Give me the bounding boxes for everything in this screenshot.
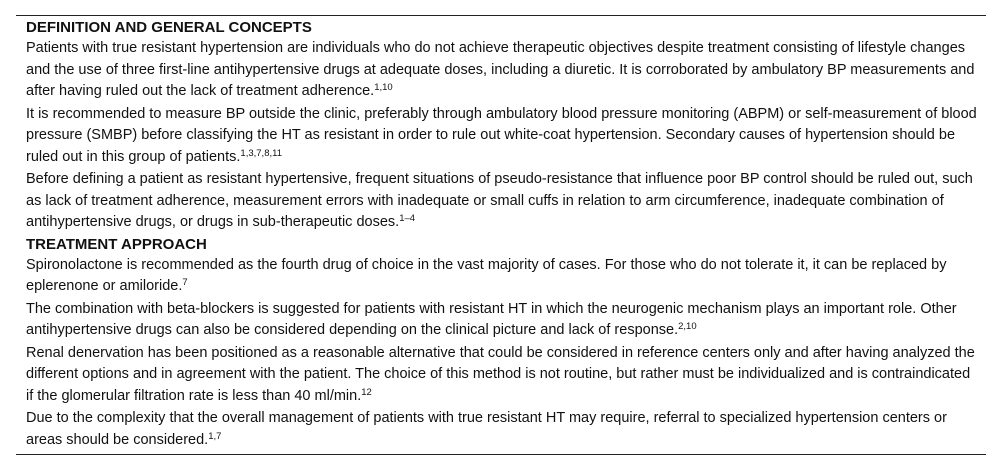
- paragraph: [16, 408, 986, 451]
- reference-superscript: 1,3,7,8,11: [240, 147, 282, 159]
- section-heading-definition: DEFINITION AND GENERAL CONCEPTS: [26, 19, 312, 36]
- paragraph-text: Before defining a patient as resistant hypertensive, frequent situations of pseudo-resistance that influence poor BP control should be ruled out, such as lack of treatment adherence, measurement errors with inadequate or small cuffs in relation to arm circumference, inadequate combination of antihypertensive drugs, or drugs in sub-therapeutic doses.: [26, 171, 973, 230]
- paragraph: [16, 104, 986, 169]
- paragraph: [16, 255, 986, 298]
- reference-superscript: 12: [361, 386, 372, 398]
- paragraph: [16, 299, 986, 342]
- reference-superscript: 1–4: [399, 213, 416, 224]
- summary-table: [16, 15, 986, 455]
- paragraph: [16, 38, 986, 103]
- paragraph-text: Patients with true resistant hypertension are individuals who do not achieve therapeutic objectives despite treatment consisting of lifestyle changes and the use of three first-line antihypertensive drugs at adequate doses, including a diuretic. It is corroborated by ambulatory BP measurements and after having ruled out the lack of treatment adherence.: [26, 40, 975, 99]
- reference-superscript: 7: [182, 277, 188, 288]
- paragraph-text: Due to the complexity that the overall management of patients with true resistant HT may require, referral to specialized hypertension centers or areas should be considered.: [26, 410, 947, 448]
- reference-superscript: 1,10: [374, 82, 393, 93]
- paragraph-text: Spironolactone is recommended as the fourth drug of choice in the vast majority of cases. For those who do not tolerate it, it can be replaced by eplerenone or amiloride.: [26, 256, 947, 294]
- paragraph-text: Renal denervation has been positioned as a reasonable alternative that could be considered in reference centers only and after having analyzed the different options and in agreement with the patient. The choice of this method is not routine, but rather must be individualized and is contraindicated if the glomerular filtration rate is less than 40 ml/min.: [26, 344, 975, 404]
- reference-superscript: 2,10: [678, 321, 697, 332]
- paragraph: [16, 343, 986, 408]
- section-heading-treatment: TREATMENT APPROACH: [26, 235, 207, 253]
- paragraph: [16, 169, 986, 234]
- paragraph-text: The combination with beta-blockers is suggested for patients with resistant HT in which the neurogenic mechanism plays an important role. Other antihypertensive drugs can also be considered depending on the clinical picture and lack of response.: [26, 300, 957, 338]
- paragraph-text: It is recommended to measure BP outside the clinic, preferably through ambulatory blood pressure monitoring (ABPM) or self-measurement of blood pressure (SMBP) before classifying the HT as resistant in order to rule out white-coat hypertension. Secondary causes of hypertension should be ruled out in this group of patients.: [26, 105, 977, 165]
- reference-superscript: 1,7: [208, 430, 222, 442]
